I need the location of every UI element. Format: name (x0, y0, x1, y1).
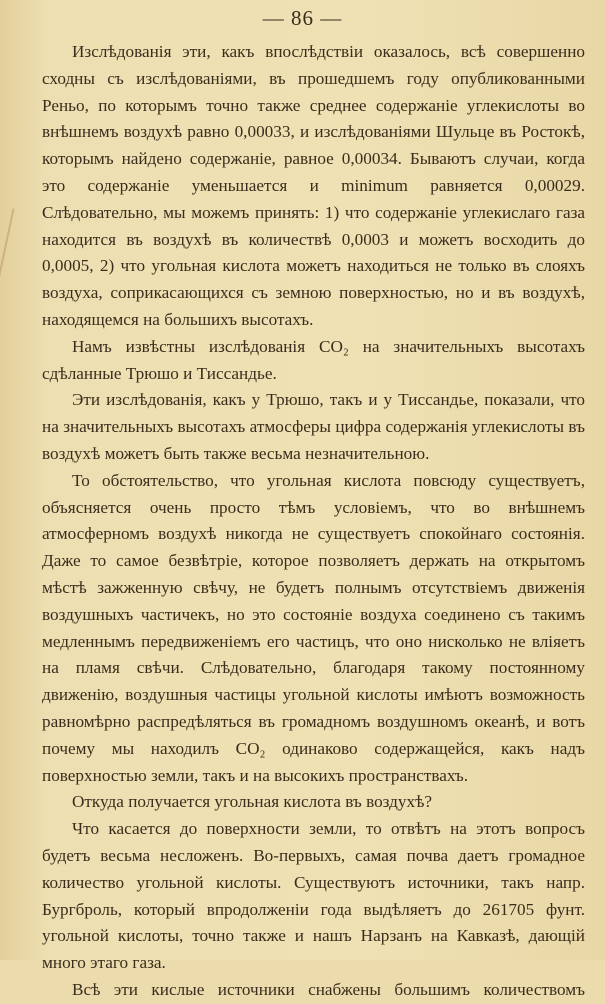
margin-mark (0, 208, 36, 291)
body-text (42, 39, 585, 1004)
page-number: — 86 — (262, 6, 343, 30)
paragraph-4: То обстоятельство, что угольная кислота повсюду существуетъ, объясняется очень просто тѣмъ условіемъ, что во внѣшнемъ атмосферномъ воздухѣ никогда не существуетъ спокойнаго состоянія. Даже то самое безвѣтріе, которое позволяетъ держать на открытомъ мѣстѣ зажженную свѣчу, не будетъ полнымъ отсутствіемъ движенія воздушныхъ частичекъ, но это состояніе воздуха соединено съ такимъ медленнымъ передвиженіемъ его частицъ, что оно нисколько не вліяетъ на пламя свѣчи. Слѣдовательно, благодаря такому постоянному движенію, воздушныя частицы угольной кислоты имѣютъ возможность равномѣрно распредѣляться въ громадномъ воздушномъ океанѣ, и вотъ почему мы находилъ CO₂ одинаково содержащейся, какъ надъ поверхностью земли, такъ и на высокихъ пространствахъ. (42, 470, 585, 785)
paragraph-6: Что касается до поверхности земли, то отвѣтъ на этотъ вопросъ будетъ весьма несложенъ. Во-первыхъ, самая почва даетъ громадное количество угольной кислоты. Существуютъ источники, такъ напр. Бургброль, который впродолженіи года выдѣляетъ до 261705 фунт. угольной кислоты, точно также и нашъ Нарзанъ на Кавказѣ, дающій много этаго газа. (42, 819, 585, 973)
paragraph-1: Изслѣдованія эти, какъ впослѣдствіи оказалось, всѣ совершенно сходны съ изслѣдованіями, въ прошедшемъ году опубликованными Реньо, по которымъ точно также среднее содержаніе углекислоты во внѣшнемъ воздухѣ равно 0,00033, и изслѣдованіями Шульце въ Ростокѣ, которымъ найдено содержаніе, равное 0,00034. Бываютъ случаи, когда это содержаніе уменьшается и minimum равняется 0,00029. Слѣдовательно, мы можемъ принять: 1) что содержаніе углекислаго газа находится въ воздухѣ въ количествѣ 0,0003 и можетъ восходить до 0,0005, 2) что угольная кислота можетъ находиться не только въ слояхъ воздуха, соприкасающихся съ земною поверхностью, но и въ воздухѣ, находящемся на большихъ высотахъ. (42, 42, 585, 329)
paragraph-7: Всѣ эти кислые источники снабжены большимъ количествомъ (72, 979, 585, 999)
paragraph-5: Откуда получается угольная кислота въ воздухѣ? (72, 792, 433, 812)
paragraph-2: Намъ извѣстны изслѣдованія CO₂ на значительныхъ высотахъ сдѣланные Трюшо и Тиссандье. (42, 336, 585, 383)
paragraph-3: Эти изслѣдованія, какъ у Трюшо, такъ и у Тиссандье, показали, что на значительныхъ высотахъ атмосферы цифра содержанія углекислоты въ воздухѣ можетъ быть также весьма незначительною. (42, 390, 585, 463)
